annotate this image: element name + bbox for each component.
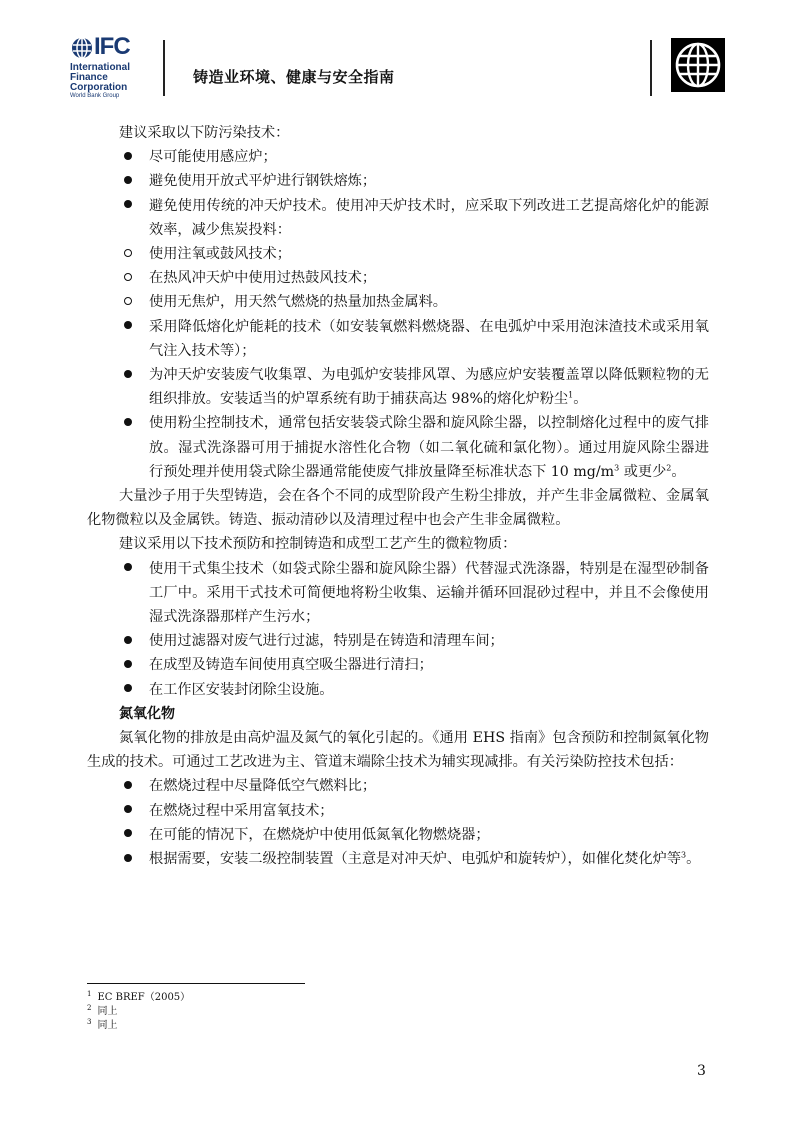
bullet-icon [119,315,137,339]
bullet-icon [119,194,137,218]
intro-paragraph-2: 建议采用以下技术预防和控制铸造和成型工艺产生的微粒物质： [119,536,517,553]
org-line-1: International [70,62,131,73]
bullet-icon [119,145,137,169]
org-line-3: Corporation [70,82,128,93]
list-item: 使用粉尘控制技术，通常包括安装袋式除尘器和旋风除尘器，以控制熔化过程中的废气排放。湿式洗涤器可用于捕捉水溶性化合物（如二氧化硫和氯化物）。通过用旋风除尘器进行预处理并使用袋式除尘器通常能使废气排放量降至标准状态下 10 $mg/m^3$ 或更少$^2$。 [87,411,709,484]
intro-paragraph-1: 建议采取以下防污染技术： [119,125,290,141]
bullet-icon [119,678,137,702]
header-divider-left [163,40,165,96]
footnote-item: $^3$ 同上 [87,1017,118,1031]
circle-bullet-icon [119,290,137,314]
org-subtitle: World Bank Group [70,93,120,99]
bullet-icon [119,774,137,798]
list-item: 在热风冲天炉中使用过热鼓风技术； [87,266,709,290]
list-item: 使用无焦炉，用天然气燃烧的热量加热金属料。 [87,290,709,314]
page-header [0,0,793,110]
list-item: 为冲天炉安装废气收集罩、为电弧炉安装排风罩、为感应炉安装覆盖罩以降低颗粒物的无组织排放。安装适当的炉罩系统有助于捕获高达 98%的熔化炉粉尘$^1$。 [87,363,709,411]
ifc-logo [70,33,150,100]
sand-paragraph: 大量沙子用于失型铸造，会在各个不同的成型阶段产生粉尘排放，并产生非金属微粒、金属氧化物微粒以及金属铁。铸造、振动清砂以及清理过程中也会产生非金属微粒。 [87,488,709,529]
document-title: 铸造业环境、健康与安全指南 [193,68,395,86]
world-bank-globe-icon [671,38,725,92]
bullet-icon [119,799,137,823]
page-number: 3 [697,1063,706,1079]
bullet-icon [119,557,137,581]
footnote-item: $^1$ EC BREF（2005） [87,989,191,1003]
list-item: 采用降低熔化炉能耗的技术（如安装氧燃料燃烧器、在电弧炉中采用泡沫渣技术或采用氧气注入技术等）； [87,315,709,363]
bullet-icon [119,653,137,677]
bullet-icon [119,411,137,435]
footnotes [87,991,190,1033]
list-item: 避免使用开放式平炉进行钢铁熔炼； [87,169,709,193]
footnote-ref[interactable]: 2 [666,463,672,473]
footnote-divider [87,983,305,984]
list-item: 使用注氧或鼓风技术； [87,242,709,266]
nox-paragraph: 氮氧化物的排放是由高炉温及氮气的氧化引起的。《通用 EHS 指南》包含预防和控制氮氧化物生成的技术。可通过工艺改进为主、管道末端除尘技术为辅实现减排。有关污染防控技术包括： [87,730,709,771]
list-item: 使用干式集尘技术（如袋式除尘器和旋风除尘器）代替湿式洗涤器，特别是在湿型砂制备工厂中。采用干式技术可简便地将粉尘收集、运输并循环回混砂过程中，并且不会像使用湿式洗涤器那样产生污水； [87,557,709,630]
list-item: 尽可能使用感应炉； [87,145,709,169]
footnote-ref[interactable]: 3 [681,850,687,860]
list-item: 避免使用传统的冲天炉技术。使用冲天炉技术时，应采取下列改进工艺提高熔化炉的能源效率，减少焦炭投料： [87,194,709,242]
bullet-icon [119,823,137,847]
bullet-icon [119,629,137,653]
section-heading-nox: 氮氧化物 [119,705,175,722]
list-item: 在可能的情况下，在燃烧炉中使用低氮氧化物燃烧器； [87,823,709,847]
list-item: 根据需要，安装二级控制装置（主意是对冲天炉、电弧炉和旋转炉），如催化焚化炉等$^3$。 [87,847,709,871]
bullet-icon [119,169,137,193]
list-item: 在工作区安装封闭除尘设施。 [87,678,709,702]
org-line-2: Finance [70,72,108,83]
bullet-icon [119,363,137,387]
circle-bullet-icon [119,266,137,290]
footnote-ref[interactable]: 1 [568,390,574,400]
list-item: 使用过滤器对废气进行过滤，特别是在铸造和清理车间； [87,629,709,653]
list-item: 在燃烧过程中采用富氧技术； [87,799,709,823]
logo-ifc-text: IFC [94,33,130,60]
superscript: 3 [614,463,620,473]
list-item: 在燃烧过程中尽量降低空气燃料比； [87,774,709,798]
footnote-item: $^2$ 同上 [87,1003,118,1017]
circle-bullet-icon [119,242,137,266]
world-bank-logo [671,38,725,92]
globe-mark-icon [70,36,96,60]
list-item: 在成型及铸造车间使用真空吸尘器进行清扫； [87,653,709,677]
header-divider-right [650,40,652,96]
bullet-icon [119,847,137,871]
document-body [87,121,709,871]
